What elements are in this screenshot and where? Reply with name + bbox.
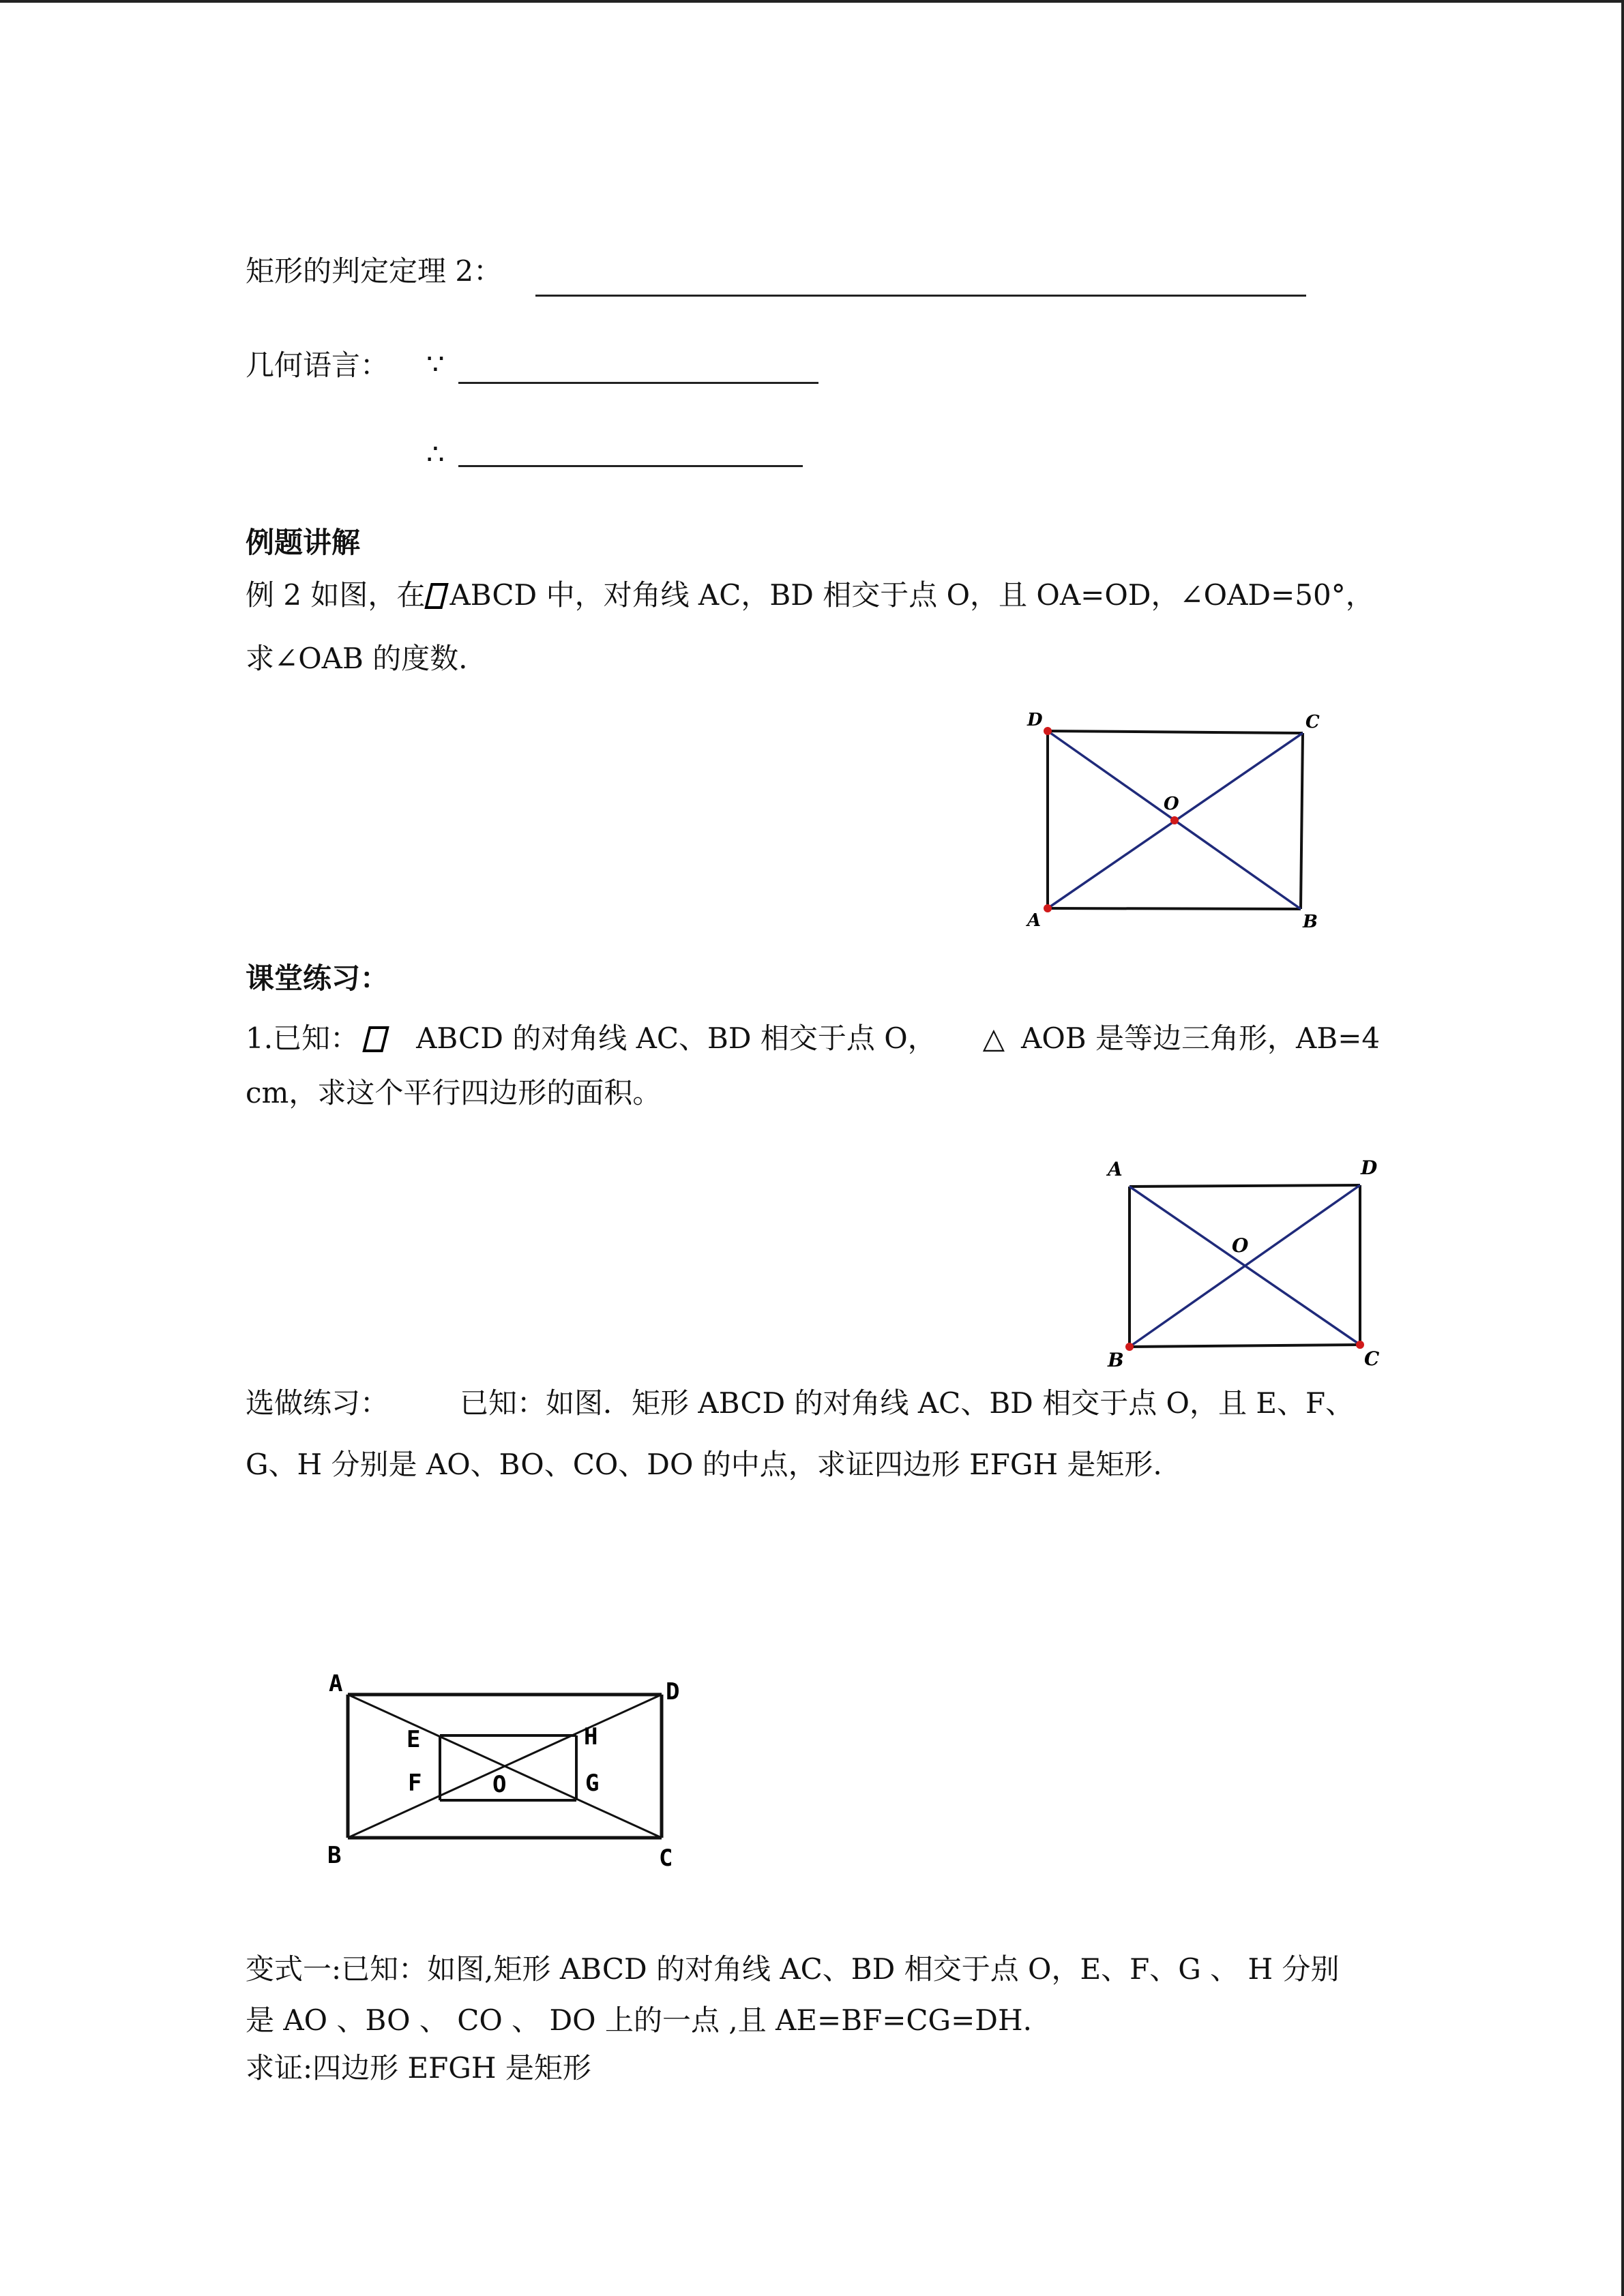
fig2-label-o: O [1232, 1234, 1249, 1257]
fig2-point-c [1356, 1341, 1364, 1349]
example-line-1 [246, 576, 1374, 614]
fig3-label-d: D [666, 1678, 680, 1705]
fig2-side-bc [1130, 1345, 1360, 1347]
parallelogram-icon-2 [362, 1026, 389, 1052]
fig1-point-o [1170, 816, 1179, 824]
geometry-language-label: 几何语言： [246, 348, 389, 382]
fig1-label-c: C [1305, 712, 1320, 732]
practice-line-1-end: AOB 是等边三角形，AB=4 [1021, 1022, 1381, 1055]
example-heading: 例题讲解 [246, 526, 361, 559]
fig3-label-h: H [584, 1723, 598, 1750]
optional-label: 选做练习： [246, 1386, 389, 1420]
fig3-label-o: O [492, 1771, 507, 1798]
parallelogram-icon [425, 583, 449, 609]
practice-line-1-start: 1.已知： [246, 1022, 359, 1055]
fig1-label-o: O [1164, 794, 1179, 814]
example-line-1-end: ABCD 中，对角线 AC，BD 相交于点 O，且 OA=OD，∠OAD=50°， [449, 578, 1374, 612]
because-symbol: ∵ [426, 347, 445, 381]
fig2-label-d: D [1361, 1157, 1378, 1179]
therefore-blank [458, 465, 803, 467]
fig1-label-b: B [1303, 912, 1318, 932]
variant-line-3: 求证:四边形 EFGH 是矩形 [246, 2051, 591, 2085]
practice-line-1 [246, 1019, 1380, 1058]
practice-line-1-mid: ABCD 的对角线 AC、BD 相交于点 O， [416, 1022, 936, 1055]
fig2-side-ad [1130, 1185, 1360, 1187]
theorem-blank [535, 295, 1306, 297]
because-blank [458, 382, 818, 384]
fig1-label-d: D [1027, 710, 1043, 730]
example-rectangle-diagram [1016, 706, 1330, 938]
practice-heading: 课堂练习： [246, 961, 389, 995]
fig3-label-e: E [407, 1726, 421, 1753]
therefore-symbol: ∴ [426, 437, 445, 471]
practice-rectangle-diagram [1098, 1152, 1398, 1377]
example-line-1-start: 例 2 如图，在 [246, 578, 426, 612]
efgh-rectangle-diagram [321, 1657, 703, 1875]
fig3-label-g: G [585, 1770, 600, 1797]
fig3-label-a: A [329, 1670, 343, 1697]
optional-line-1 [246, 1384, 1354, 1422]
fig2-label-c: C [1364, 1347, 1380, 1370]
fig1-label-a: A [1027, 910, 1042, 931]
fig1-side-dc [1048, 731, 1303, 733]
theorem-title: 矩形的判定定理 2： [246, 254, 503, 288]
optional-line-1-text: 已知：如图．矩形 ABCD 的对角线 AC、BD 相交于点 O，且 E、F、 [460, 1386, 1355, 1420]
fig1-point-d [1044, 727, 1052, 735]
fig3-label-b: B [327, 1842, 342, 1869]
example-line-2: 求∠OAB 的度数. [246, 642, 468, 675]
fig1-side-ab [1048, 908, 1301, 909]
practice-line-2: cm，求这个平行四边形的面积。 [246, 1076, 662, 1109]
fig3-label-f: F [408, 1770, 422, 1797]
fig3-label-c: C [659, 1845, 673, 1872]
fig2-label-a: A [1108, 1158, 1123, 1180]
fig1-side-cb [1301, 733, 1303, 909]
optional-line-2: G、H 分别是 AO、BO、CO、DO 的中点，求证四边形 EFGH 是矩形. [246, 1448, 1162, 1481]
variant-line-1: 变式一:已知：如图,矩形 ABCD 的对角线 AC、BD 相交于点 O，E、F、G 、 H 分别 [246, 1952, 1340, 1986]
fig1-point-a [1044, 904, 1052, 912]
variant-line-2: 是 AO 、BO 、 CO 、 DO 上的一点 ,且 AE=BF=CG=DH. [246, 2003, 1032, 2037]
triangle-icon: △ [982, 1022, 1005, 1055]
fig2-point-b [1125, 1343, 1134, 1351]
fig2-label-b: B [1108, 1349, 1124, 1371]
